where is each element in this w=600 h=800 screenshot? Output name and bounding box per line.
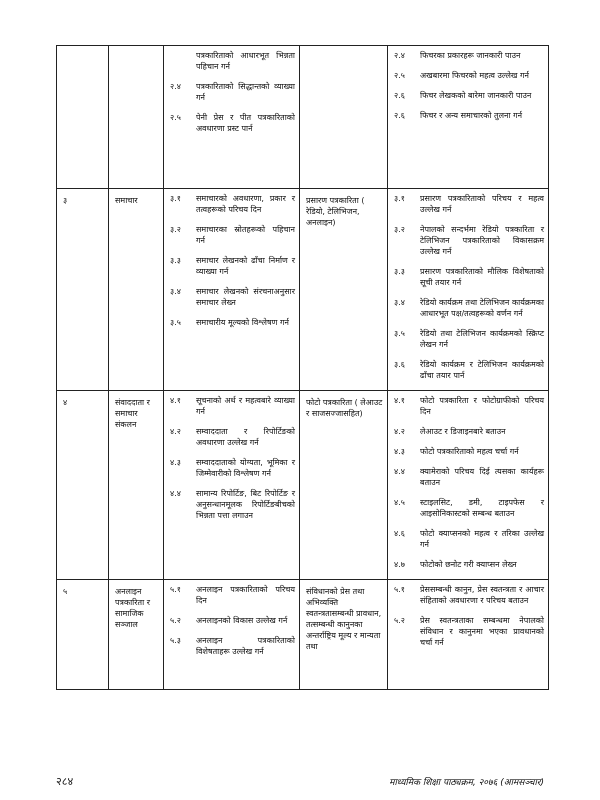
list-item xyxy=(394,446,544,457)
list-item xyxy=(394,528,544,550)
item-text: क्यामेराको परिचय दिई त्यसका कार्यहरू बताउन xyxy=(420,467,544,487)
item-number: ३.१ xyxy=(170,194,181,203)
list-item xyxy=(196,50,295,72)
practical-cell xyxy=(300,189,388,391)
activities-cell xyxy=(388,391,549,580)
activities-cell xyxy=(388,580,549,690)
activities-cell xyxy=(388,189,549,391)
table-row xyxy=(57,46,549,189)
item-text: समाचारको अवधारणा, प्रकार र तत्वहरूको परिचय दिन xyxy=(196,194,295,214)
item-number: ३.४ xyxy=(170,287,181,296)
list-item xyxy=(170,395,295,417)
item-number: ४.१ xyxy=(170,396,181,405)
item-number: ४.६ xyxy=(394,529,405,538)
item-text: प्रेस स्वतन्त्रताका सम्बन्धमा नेपालको संविधान र कानुनमा भएका प्रावधानको चर्चा गर्न xyxy=(420,616,544,647)
item-number: ५.३ xyxy=(170,636,181,645)
item-text: लेआउट र डिजाइनबारे बताउन xyxy=(420,427,506,436)
unit-topic-cell xyxy=(109,391,164,580)
item-text: फोटो पत्रकारिताको महत्व चर्चा गर्न xyxy=(420,447,519,456)
item-number: ३.५ xyxy=(394,329,405,338)
list-item xyxy=(170,193,295,215)
objectives-cell xyxy=(164,46,300,189)
item-text: फिचर लेखकको बारेमा जानकारी पाउन xyxy=(420,91,532,100)
list-item xyxy=(394,297,544,319)
item-number: ५.२ xyxy=(170,616,181,625)
item-number: २.४ xyxy=(170,82,181,91)
list-item xyxy=(170,635,295,657)
unit-topic: समाचार xyxy=(115,196,138,205)
list-item xyxy=(394,584,544,606)
practical-cell xyxy=(300,391,388,580)
item-number: ३.६ xyxy=(394,360,405,369)
unit-topic-cell xyxy=(109,46,164,189)
curriculum-table xyxy=(56,45,549,690)
unit-topic: संवाददाता र समाचार संकलन xyxy=(115,398,150,429)
footer-title: माध्यमिक शिक्षा पाठ्यक्रम, २०७६ (आमसञ्चार) xyxy=(389,778,544,788)
item-text: रेडियो कार्यक्रम र टेलिभिजन कार्यक्रमको ढाँचा तयार पार्न xyxy=(420,360,544,380)
practical-topic: संविधानको प्रेस तथा अभिव्यक्ति स्वतन्त्रतासम्बन्धी प्रावधान, तत्सम्बन्धी कानुनका अन्तर्राष्ट्रिय मूल्य र मान्यता तथा xyxy=(306,587,382,651)
list-item xyxy=(170,426,295,448)
item-text: समाचार लेखनको संरचनाअनुसार समाचार लेख्न xyxy=(196,287,295,307)
practical-topic: प्रसारण पत्रकारिता ( रेडियो, टेलिभिजन, अनलाइन) xyxy=(306,196,365,227)
list-item xyxy=(394,395,544,417)
item-number: ४.३ xyxy=(170,458,181,467)
list-item xyxy=(394,70,544,81)
item-number: २.५ xyxy=(170,113,181,122)
list-item xyxy=(170,286,295,308)
item-text: अनलाइनको विकास उल्लेख गर्न xyxy=(196,616,288,625)
item-number: ३.१ xyxy=(394,194,405,203)
unit-number-cell xyxy=(57,189,109,391)
list-item xyxy=(394,559,544,570)
list-item xyxy=(170,112,295,134)
objectives-cell xyxy=(164,189,300,391)
item-number: २.५ xyxy=(394,71,405,80)
item-number: ४.२ xyxy=(394,427,405,436)
list-item xyxy=(394,426,544,437)
item-text: पत्रकारिताको सिद्धान्तको व्याख्या गर्न xyxy=(196,82,295,102)
list-item xyxy=(394,224,544,257)
unit-number-cell xyxy=(57,391,109,580)
list-item xyxy=(394,497,544,519)
item-text: फिचरका प्रकारहरू जानकारी पाउन xyxy=(420,51,521,60)
item-text: सूचनाको अर्थ र महत्वबारे व्याख्या गर्न xyxy=(196,396,295,416)
item-text: स्टाइलसिट, डमी, टाइपफेस र आइसोनिकास्टको सम्बन्ध बताउन xyxy=(420,498,544,518)
item-number: ४.४ xyxy=(170,489,181,498)
list-item xyxy=(170,224,295,246)
item-text: सम्वाददाता र रिपोर्टिङको अवधारणा उल्लेख गर्न xyxy=(196,427,295,447)
item-number: ५.१ xyxy=(170,585,181,594)
item-text: पत्रकारिताको आधारभूत भिन्नता पहिचान गर्न xyxy=(196,51,295,71)
unit-number: ५ xyxy=(63,587,68,596)
item-number: ४.७ xyxy=(394,560,405,569)
item-text: सामान्य रिपोर्टिङ, बिट रिपोर्टिङ र अनुसन्धानमूलक रिपोर्टिङबीचको भिन्नता पत्ता लगाउन xyxy=(196,489,295,520)
item-number: २.६ xyxy=(394,91,405,100)
activities-cell xyxy=(388,46,549,189)
item-text: फिचर र अन्य समाचारको तुलना गर्न xyxy=(420,111,523,120)
item-number: ३.२ xyxy=(170,225,181,234)
item-number: ४.५ xyxy=(394,498,405,507)
unit-topic-cell xyxy=(109,580,164,690)
unit-number-cell xyxy=(57,580,109,690)
item-text: अनलाइन पत्रकारिताको विशेषताहरू उल्लेख गर्न xyxy=(196,636,295,656)
unit-topic-cell xyxy=(109,189,164,391)
list-item xyxy=(170,615,295,626)
item-text: समाचार लेखनको ढाँचा निर्माण र व्याख्या गर्न xyxy=(196,256,295,276)
list-item xyxy=(170,81,295,103)
practical-topic xyxy=(306,50,383,52)
practical-topic: फोटो पत्रकारिता ( लेआउट र साजसज्जासहित) xyxy=(306,398,383,418)
objectives-cell xyxy=(164,580,300,690)
objectives-cell xyxy=(164,391,300,580)
item-number: ४.१ xyxy=(394,396,405,405)
item-text: अनलाइन पत्रकारिताको परिचय दिन xyxy=(196,585,295,605)
item-number: २.६ xyxy=(394,111,405,120)
unit-number: ४ xyxy=(63,398,68,407)
item-text: अखबारमा फिचरको महत्व उल्लेख गर्न xyxy=(420,71,529,80)
item-text: रेडियो तथा टेलिभिजन कार्यक्रमको स्क्रिप्ट लेखन गर्न xyxy=(420,329,544,349)
unit-number: ३ xyxy=(63,196,68,205)
unit-number-cell xyxy=(57,46,109,189)
list-item xyxy=(170,317,295,328)
practical-cell xyxy=(300,46,388,189)
list-item xyxy=(394,466,544,488)
item-text: प्रसारण पत्रकारिताको परिचय र महत्व उल्लेख गर्न xyxy=(420,194,544,214)
item-number: ४.२ xyxy=(170,427,181,436)
list-item xyxy=(394,193,544,215)
list-item xyxy=(170,457,295,479)
list-item xyxy=(394,90,544,101)
item-text: फोटोको छनोट गरी क्याप्सन लेख्न xyxy=(420,560,517,569)
list-item xyxy=(394,328,544,350)
table-row xyxy=(57,189,549,391)
list-item xyxy=(170,488,295,521)
list-item xyxy=(170,255,295,277)
item-number: ५.२ xyxy=(394,616,405,625)
unit-topic: अनलाइन पत्रकारिता र सामाजिक सञ्जाल xyxy=(115,587,150,629)
item-text: नेपालको सन्दर्भमा रेडियो पत्रकारिता र टेलिभिजन पत्रकारिताको विकासक्रम उल्लेख गर्न xyxy=(420,225,544,256)
practical-cell xyxy=(300,580,388,690)
table-row xyxy=(57,580,549,690)
item-number: ४.३ xyxy=(394,447,405,456)
item-text: रेडियो कार्यक्रम तथा टेलिभिजन कार्यक्रमका आधारभूत पक्ष/तत्वहरूको वर्णन गर्न xyxy=(420,298,544,318)
item-text: समाचारीय मूल्यको विश्लेषण गर्न xyxy=(196,318,289,327)
item-number: ५.१ xyxy=(394,585,405,594)
item-number: २.४ xyxy=(394,51,405,60)
item-number: ३.४ xyxy=(394,298,405,307)
list-item xyxy=(394,266,544,288)
table-row xyxy=(57,391,549,580)
item-text: सम्वाददाताको योग्यता, भूमिका र जिम्मेवारीको विश्लेषण गर्न xyxy=(196,458,295,478)
item-number: ३.२ xyxy=(394,225,405,234)
item-text: समाचारका स्रोतहरूको पहिचान गर्न xyxy=(196,225,295,245)
list-item xyxy=(394,615,544,648)
item-text: प्रसारण पत्रकारिताको मौलिक विशेषताको सूची तयार गर्न xyxy=(420,267,544,287)
item-text: पेनी प्रेस र पीत पत्रकारिताको अवधारणा प्रस्ट पार्न xyxy=(196,113,295,133)
list-item xyxy=(394,50,544,61)
page-number: २८४ xyxy=(56,775,74,788)
list-item xyxy=(394,359,544,381)
item-text: फोटो पत्रकारिता र फोटोग्राफीको परिचय दिन xyxy=(420,396,544,416)
list-item xyxy=(394,110,544,121)
item-number: ३.३ xyxy=(394,267,405,276)
item-text: प्रेससम्बन्धी कानुन, प्रेस स्वतन्त्रता र आचार संहिताको अवधारणा र परिचय बताउन xyxy=(420,585,544,605)
list-item xyxy=(170,584,295,606)
item-number: ४.४ xyxy=(394,467,405,476)
item-number: ३.३ xyxy=(170,256,181,265)
item-number: ३.५ xyxy=(170,318,181,327)
item-text: फोटो क्याप्सनको महत्व र तरिका उल्लेख गर्न xyxy=(420,529,544,549)
